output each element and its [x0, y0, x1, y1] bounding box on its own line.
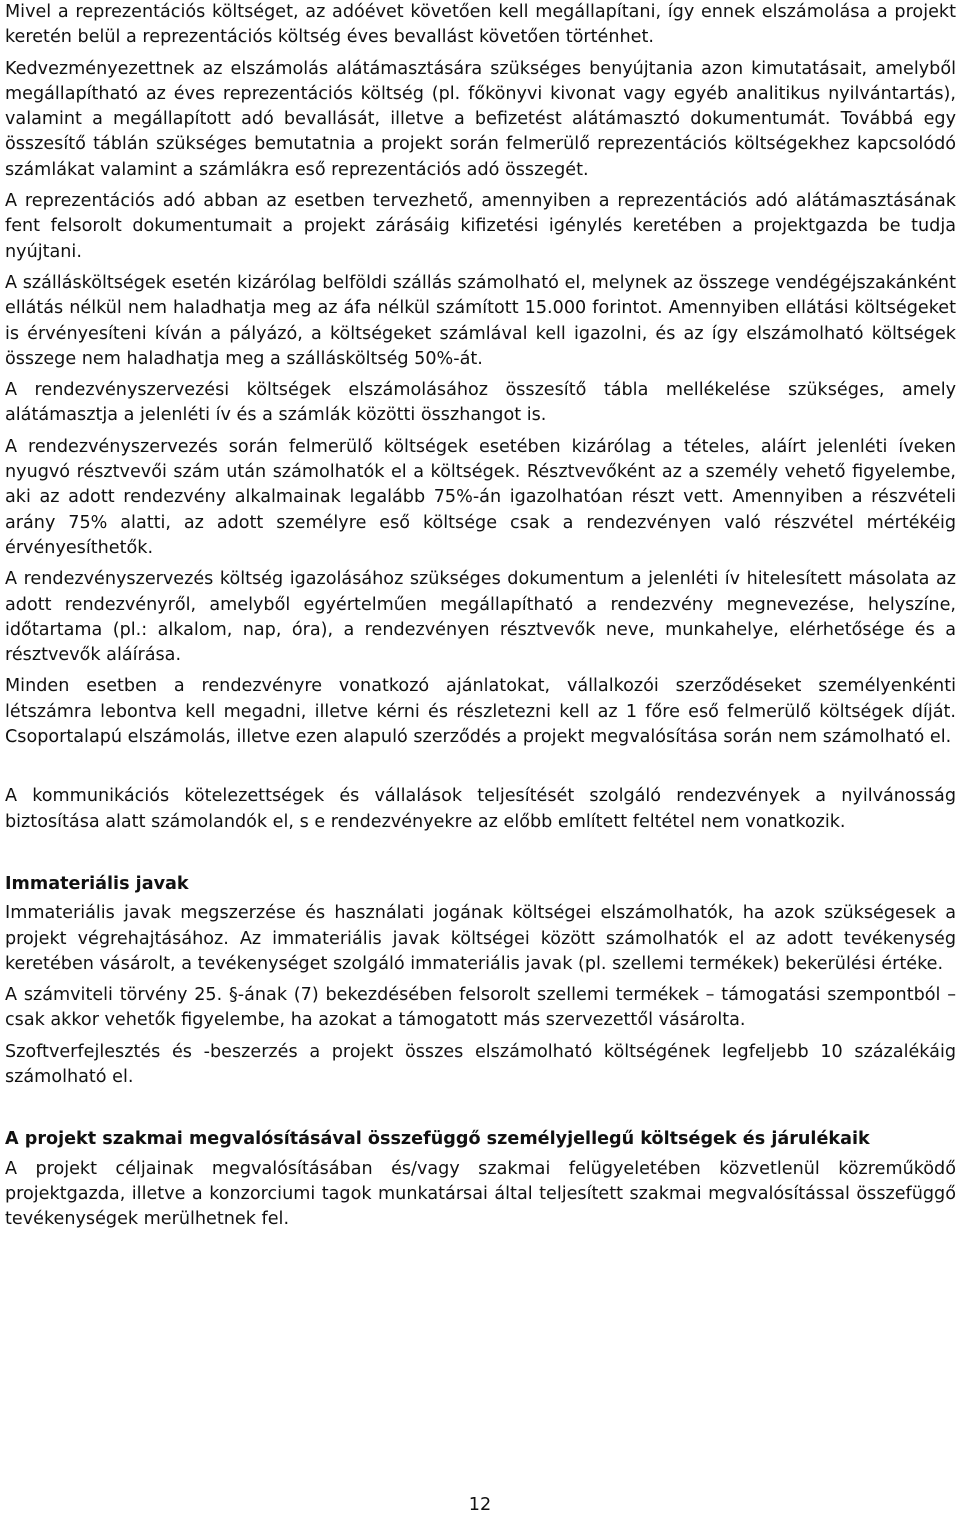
- paragraph-event-summary: A rendezvényszervezési költségek elszámolásához összesítő tábla mellékelése szükséges, amely alátámasztja a jelenléti ív és a számlák közötti összhangot is.: [5, 380, 956, 426]
- heading-intangible-assets: Immateriális javak: [5, 873, 189, 894]
- paragraph-accounting-law: A számviteli törvény 25. §-ának (7) bekezdésében felsorolt szellemi termékek – támogatási szempontból – csak akkor vehetők figyelembe, ha azokat a támogatott más szervezettől vásárolta.: [5, 985, 956, 1031]
- paragraph-event-participants: A rendezvényszervezés során felmerülő költségek esetében kizárólag a tételes, aláírt jelenléti íveken nyugvó résztvevői szám után számolhatók el a költségek. Résztvevőként az a személy vehető figyelembe, aki az adott rendezvény alkalmainak legalább 75%-án igazolhatóan részt vett. Amennyiben a részvételi arány 75% alatti, az adott személyre eső költsége csak a rendezvényen való részvétel mértékéig érvényesíthetők.: [5, 436, 956, 558]
- paragraph-intangible-costs: Immateriális javak megszerzése és használati jogának költségei elszámolhatók, ha azok szükségesek a projekt végrehajtásához. Az immateriális javak költségei között számolhatók el az adott tevékenység keretében vásárolt, a tevékenységet szolgáló immateriális javak (pl. szellemi termékek) bekerülési értéke.: [5, 903, 956, 974]
- page-number: 12: [468, 1495, 492, 1515]
- paragraph-event-documents: A rendezvényszervezés költség igazolásához szükséges dokumentum a jelenléti ív hitelesített másolata az adott rendezvényről, amelyből egyértelműen megállapítható a rendezvény megnevezése, helyszíne, időtartama (pl.: alkalom, nap, óra), a rendezvényen résztvevők neve, munkahelye, elérhetősége és a résztvevők aláírása.: [5, 569, 956, 666]
- paragraph-communication: A kommunikációs kötelezettségek és vállalások teljesítését szolgáló rendezvények a nyilvánosság biztosítása alatt számolandók el, s e rendezvényekre az előbb említett feltétel nem vonatkozik.: [5, 786, 956, 832]
- paragraph-representation-tax: A reprezentációs adó abban az esetben tervezhető, amennyiben a reprezentációs adó alátámasztásának fent felsorolt dokumentumait a projekt zárásáig kifizetési igénylés keretében a projektgazda be tudja nyújtani.: [5, 191, 956, 262]
- paragraph-representation-proof: Kedvezményezettnek az elszámolás alátámasztására szükséges benyújtania azon kimutatásait, amelyből megállapítható az éves reprezentációs költség (pl. főkönyvi kivonat vagy egyéb analitikus nyilvántartás), valamint a megállapított adó bevallását, illetve a befizetést alátámasztó dokumentumát. Továbbá egy összesítő táblán szükséges bemutatnia a projekt során felmerülő reprezentációs költségekhez kapcsolódó számlákat valamint a számlákra eső reprezentációs adó összegét.: [5, 58, 956, 180]
- paragraph-personnel: A projekt céljainak megvalósításában és/vagy szakmai felügyeletében közvetlenül közreműködő projektgazda, illetve a konzorciumi tagok munkatársai által teljesített szakmai megvalósítással összefüggő tevékenységek merülhetnek fel.: [5, 1158, 956, 1230]
- paragraph-accommodation: A szállásköltségek esetén kizárólag belföldi szállás számolható el, melynek az összege vendégéjszakánként ellátás nélkül nem haladhatja meg az áfa nélkül számított 15.000 forintot. Amennyiben ellátási költségeket is érvényesíteni kíván a pályázó, a költségeket számlával kell igazolni, és az így elszámolható költségek összege nem haladhatja meg a szállásköltség 50%-át.: [5, 272, 956, 369]
- heading-personnel-costs: A projekt szakmai megvalósításával összefüggő személyjellegű költségek és járulékaik: [5, 1129, 870, 1150]
- paragraph-software: Szoftverfejlesztés és -beszerzés a projekt összes elszámolható költségének legfeljebb 10 százalékáig számolható el.: [5, 1041, 956, 1087]
- paragraph-event-offers: Minden esetben a rendezvényre vonatkozó ajánlatokat, vállalkozói szerződéseket személyenkénti létszámra lebontva kell megadni, illetve kérni és részletezni kell az 1 főre eső felmerülő költségek díját. Csoportalapú elszámolás, illetve ezen alapuló szerződés a projekt megvalósítása során nem számolható el.: [5, 676, 956, 748]
- paragraph-representation-timing: Mivel a reprezentációs költséget, az adóévet követően kell megállapítani, így ennek elszámolása a projekt keretén belül a reprezentációs költség éves bevallást követően történhet.: [5, 2, 956, 48]
- document-page: [5, 0, 956, 1232]
